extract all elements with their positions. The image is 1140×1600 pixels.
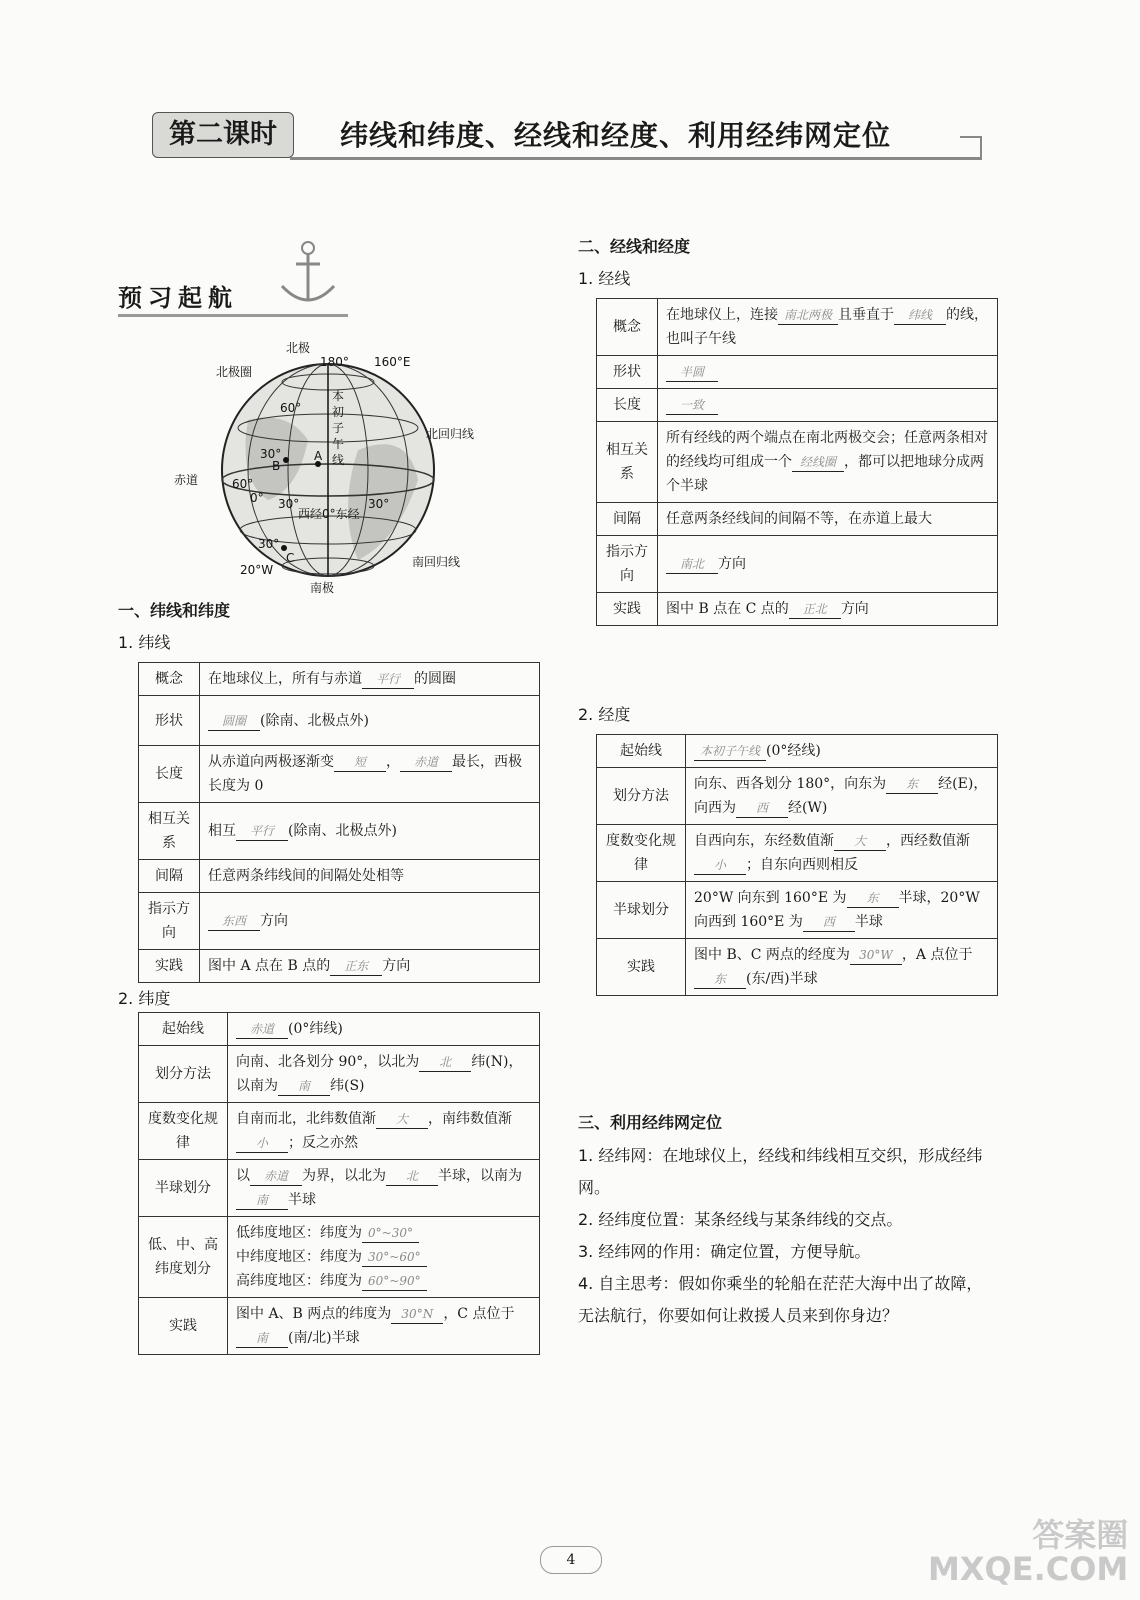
- row-label: 半球划分: [139, 1160, 228, 1217]
- answer-blank: 平行: [236, 822, 288, 841]
- row-content: 所有经线的两个端点在南北两极交会；任意两条相对的经线均可组成一个 经线圈 ，都可以把地球分成两个半球: [658, 422, 998, 503]
- table-row: [139, 1160, 540, 1217]
- table-row: [597, 422, 998, 503]
- globe-prime-meridian-1: 本: [332, 389, 345, 403]
- answer-blank: 东: [694, 970, 746, 989]
- answer-blank: 经线圈: [792, 453, 844, 472]
- answer-blank: 南: [236, 1191, 288, 1210]
- globe-label-0: 0°: [250, 491, 264, 505]
- answer-blank: 正北: [789, 600, 841, 619]
- row-content: 东西 方向: [200, 893, 540, 950]
- answer-blank: 30°~60°: [362, 1248, 427, 1267]
- answer-blank: 半圆: [666, 363, 718, 382]
- list-item: 3. 经纬网的作用：确定位置，方便导航。: [578, 1242, 871, 1261]
- row-label: 形状: [139, 696, 200, 746]
- globe-label-30d: 30°: [258, 537, 280, 551]
- answer-blank: 东: [847, 889, 899, 908]
- answer-blank: 小: [694, 856, 746, 875]
- globe-label-tropic-cancer: 北回归线: [426, 427, 475, 441]
- answer-blank: 赤道: [400, 753, 452, 772]
- row-label: 形状: [597, 356, 658, 389]
- answer-blank: 南北两极: [778, 306, 838, 325]
- row-label: 实践: [139, 1298, 228, 1355]
- sec1-sub2: 2. 纬度: [118, 989, 171, 1008]
- globe-label-20w: 20°W: [240, 563, 274, 577]
- row-content: 低纬度地区：纬度为 0°~30° 中纬度地区：纬度为 30°~60° 高纬度地区：纬度为 60°~90°: [228, 1217, 540, 1298]
- row-label: 划分方法: [597, 768, 686, 825]
- row-label: 起始线: [597, 735, 686, 768]
- sec2-sub1: 1. 经线: [578, 269, 631, 288]
- row-content: 本初子午线 (0°经线): [686, 735, 998, 768]
- globe-label-30a: 30°: [260, 447, 282, 461]
- sec2-sub2: 2. 经度: [578, 705, 631, 724]
- answer-blank: 30°N: [391, 1305, 443, 1324]
- lesson-tag: 第二课时: [152, 112, 294, 158]
- row-content: 向南、北各划分 90°，以北为 北 纬(N)，以南为 南 纬(S): [228, 1046, 540, 1103]
- table-row: [597, 735, 998, 768]
- globe-point-b: B: [272, 459, 281, 473]
- answer-blank: 赤道: [236, 1020, 288, 1039]
- table-row: [139, 663, 540, 696]
- answer-blank: 0°~30°: [362, 1224, 419, 1243]
- table-row: [139, 1217, 540, 1298]
- globe-prime-meridian-2: 初: [332, 405, 345, 419]
- preview-badge-label: 预习起航: [118, 284, 238, 312]
- table-row: [597, 882, 998, 939]
- anchor-icon: [268, 238, 348, 314]
- row-label: 指示方向: [139, 893, 200, 950]
- answer-blank: 平行: [362, 670, 414, 689]
- row-label: 度数变化规律: [597, 825, 686, 882]
- title-rule-corner: [960, 136, 982, 160]
- row-content: 图中 A、B 两点的纬度为 30°N ，C 点位于南 (南/北)半球: [228, 1298, 540, 1355]
- row-content: 在地球仪上，所有与赤道 平行 的圆圈: [200, 663, 540, 696]
- row-label: 实践: [597, 593, 658, 626]
- answer-blank: 一致: [666, 396, 718, 415]
- row-label: 半球划分: [597, 882, 686, 939]
- row-label: 实践: [597, 939, 686, 996]
- page-title: 纬线和纬度、经线和经度、利用经纬网定位: [340, 119, 892, 152]
- preview-badge-rule: [118, 314, 348, 317]
- row-content: 图中 B 点在 C 点的 正北 方向: [658, 593, 998, 626]
- row-content: 赤道 (0°纬线): [228, 1013, 540, 1046]
- table-row: [139, 1103, 540, 1160]
- answer-blank: 西: [803, 913, 855, 932]
- lon-degree-table: [596, 734, 998, 996]
- answer-blank: 正东: [330, 957, 382, 976]
- table-row: [597, 503, 998, 536]
- list-item: 2. 经纬度位置：某条经线与某条纬线的交点。: [578, 1210, 903, 1229]
- globe-label-south-pole: 南极: [310, 581, 335, 595]
- answer-blank: 赤道: [250, 1167, 302, 1186]
- sec3-list: [578, 1140, 998, 1332]
- answer-blank: 东: [886, 775, 938, 794]
- globe-label-60b: 60°: [232, 477, 254, 491]
- answer-blank: 北: [419, 1053, 471, 1072]
- row-content: 自南而北，北纬数值渐 大 ，南纬数值渐小 ；反之亦然: [228, 1103, 540, 1160]
- lon-line-table: [596, 298, 998, 626]
- answer-blank: 南北: [666, 555, 718, 574]
- row-label: 实践: [139, 950, 200, 983]
- globe-prime-meridian-3: 子: [332, 421, 345, 435]
- answer-blank: 南: [236, 1329, 288, 1348]
- answer-blank: 60°~90°: [362, 1272, 427, 1291]
- table-row: [597, 356, 998, 389]
- answer-blank: 30°W: [850, 946, 902, 965]
- answer-blank: 小: [236, 1134, 288, 1153]
- row-content: 相互 平行 (除南、北极点外): [200, 803, 540, 860]
- answer-blank: 大: [834, 832, 886, 851]
- row-content: 圆圈 (除南、北极点外): [200, 696, 540, 746]
- row-content: 自西向东，东经数值渐 大 ，西经数值渐小 ；自东向西则相反: [686, 825, 998, 882]
- sec2-heading: 二、经线和经度: [578, 237, 691, 256]
- table-row: [139, 860, 540, 893]
- table-row: [139, 696, 540, 746]
- lat-degree-table: [138, 1012, 540, 1355]
- row-content: [658, 356, 998, 389]
- row-label: 长度: [597, 389, 658, 422]
- row-label: 指示方向: [597, 536, 658, 593]
- row-label: 间隔: [139, 860, 200, 893]
- answer-blank: 北: [386, 1167, 438, 1186]
- table-row: [597, 593, 998, 626]
- globe-diagram: [168, 340, 488, 600]
- sec3-heading: 三、利用经纬网定位: [578, 1113, 723, 1132]
- sec1-heading: 一、纬线和纬度: [118, 601, 231, 620]
- row-content: 任意两条经线间的间隔不等，在赤道上最大: [658, 503, 998, 536]
- answer-blank: 纬线: [894, 306, 946, 325]
- answer-blank: 大: [376, 1110, 428, 1129]
- table-row: [139, 1013, 540, 1046]
- answer-blank: 短: [334, 753, 386, 772]
- table-row: [139, 893, 540, 950]
- row-content: 在地球仪上，连接 南北两极 且垂直于 纬线 的线，也叫子午线: [658, 299, 998, 356]
- answer-blank: 圆圈: [208, 712, 260, 731]
- row-content: 向东、西各划分 180°，向东为 东 经(E)，向西为 西 经(W): [686, 768, 998, 825]
- row-content: 图中 B、C 两点的经度为 30°W ，A 点位于东 (东/西)半球: [686, 939, 998, 996]
- row-label: 低、中、高纬度划分: [139, 1217, 228, 1298]
- globe-label-tropic-capricorn: 南回归线: [412, 555, 461, 569]
- row-label: 概念: [139, 663, 200, 696]
- globe-prime-meridian-4: 午: [332, 437, 345, 451]
- globe-label-160e: 160°E: [374, 355, 411, 369]
- row-content: 从赤道向两极逐渐变 短 ， 赤道 最长，西极长度为 0: [200, 746, 540, 803]
- answer-blank: 南: [278, 1077, 330, 1096]
- table-row: [139, 746, 540, 803]
- row-content: 任意两条纬线间的间隔处处相等: [200, 860, 540, 893]
- lat-line-table: [138, 662, 540, 983]
- table-row: [597, 389, 998, 422]
- table-row: [139, 950, 540, 983]
- row-label: 间隔: [597, 503, 658, 536]
- row-content: 以 赤道 为界，以北为 北 半球，以南为南 半球: [228, 1160, 540, 1217]
- table-row: [597, 768, 998, 825]
- globe-label-30b: 30°: [278, 497, 300, 511]
- globe-label-60: 60°: [280, 401, 302, 415]
- table-row: [139, 1298, 540, 1355]
- row-content: 20°W 向东到 160°E 为 东 半球，20°W 向西到 160°E 为 西 半球: [686, 882, 998, 939]
- table-row: [139, 803, 540, 860]
- answer-blank: 东西: [208, 912, 260, 931]
- row-label: 长度: [139, 746, 200, 803]
- title-rule: [290, 157, 980, 160]
- row-content: 南北 方向: [658, 536, 998, 593]
- row-label: 度数变化规律: [139, 1103, 228, 1160]
- page-number: 4: [540, 1546, 602, 1574]
- row-label: 起始线: [139, 1013, 228, 1046]
- globe-label-north-pole: 北极: [286, 341, 311, 355]
- row-label: 相互关系: [139, 803, 200, 860]
- list-item: 1. 经纬网：在地球仪上，经线和纬线相互交织，形成经纬网。: [578, 1146, 983, 1197]
- row-content: [658, 389, 998, 422]
- row-label: 划分方法: [139, 1046, 228, 1103]
- globe-label-180: 180°: [320, 355, 349, 369]
- row-label: 相互关系: [597, 422, 658, 503]
- answer-blank: 本初子午线: [694, 742, 766, 761]
- table-row: [139, 1046, 540, 1103]
- row-content: 图中 A 点在 B 点的 正东 方向: [200, 950, 540, 983]
- table-row: [597, 939, 998, 996]
- table-row: [597, 825, 998, 882]
- globe-label-30c: 30°: [368, 497, 390, 511]
- table-row: [597, 536, 998, 593]
- row-label: 概念: [597, 299, 658, 356]
- answer-blank: 西: [736, 799, 788, 818]
- sec1-sub1: 1. 纬线: [118, 633, 171, 652]
- globe-prime-meridian-5: 线: [332, 453, 345, 467]
- list-item: 4. 自主思考：假如你乘坐的轮船在茫茫大海中出了故障，无法航行，你要如何让救援人员来到你身边？: [578, 1274, 983, 1325]
- globe-label-west-east: 西经0°东经: [298, 507, 360, 521]
- globe-point-c: C: [286, 551, 295, 565]
- globe-label-arctic-circle: 北极圈: [216, 365, 253, 379]
- watermark-logo: 答案圈 MXQE.COM: [928, 1516, 1129, 1588]
- table-row: [597, 299, 998, 356]
- globe-point-a: A: [314, 449, 323, 463]
- globe-label-equator: 赤道: [174, 473, 199, 487]
- preview-badge: [118, 272, 346, 316]
